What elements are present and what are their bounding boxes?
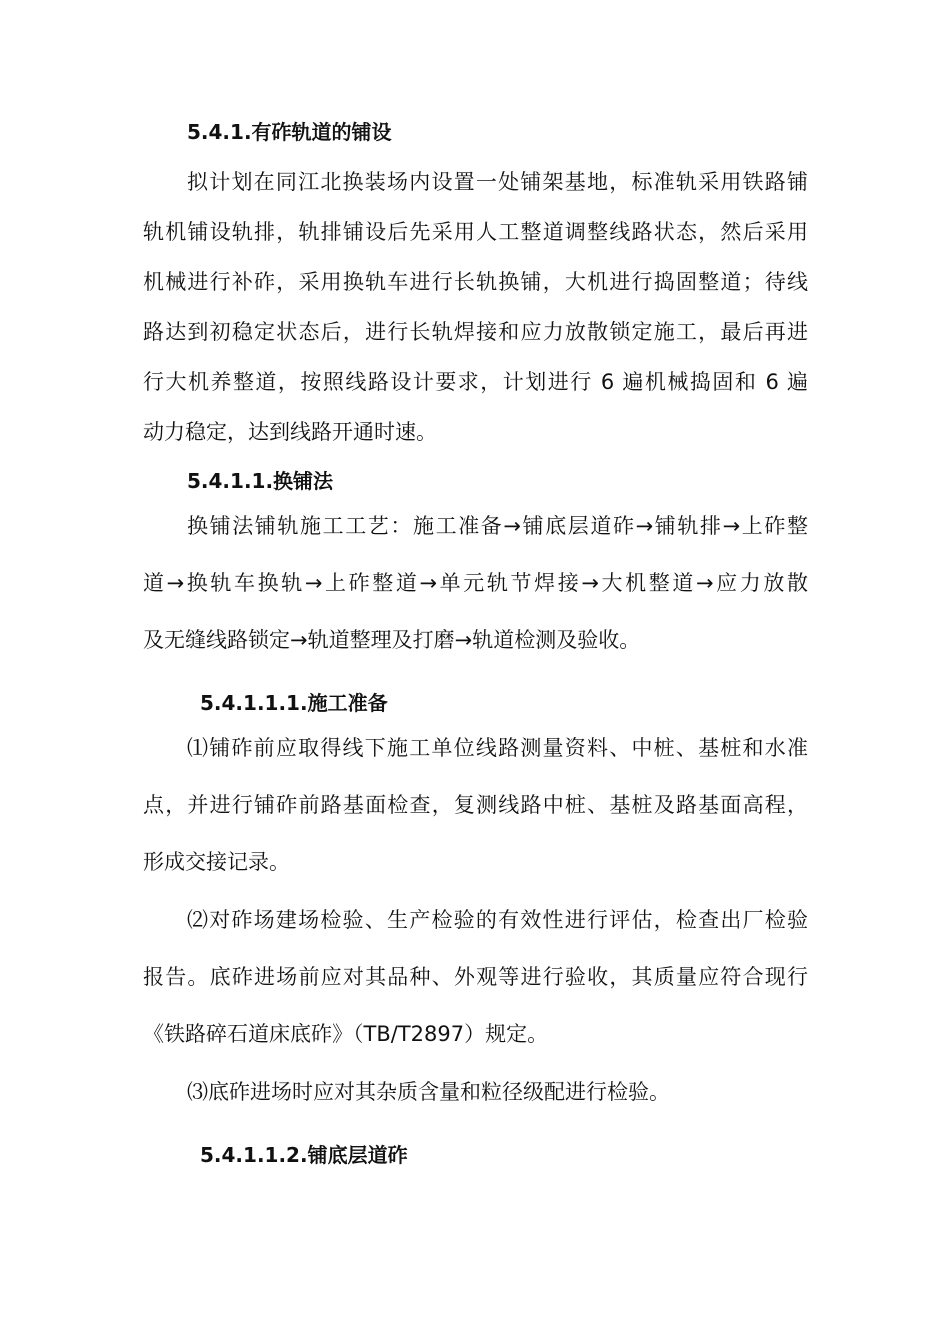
list-item-line: ⑶底砟进场时应对其杂质含量和粒径级配进行检验。 xyxy=(187,1080,670,1104)
paragraph-line: 换铺法铺轨施工工艺：施工准备→铺底层道砟→铺轨排→上砟整 xyxy=(187,514,808,538)
heading-5-4-1: 5.4.1.有砟轨道的铺设 xyxy=(187,120,392,144)
paragraph-line: 拟计划在同江北换装场内设置一处铺架基地，标准轨采用铁路铺 xyxy=(187,170,808,194)
list-item-line: 点，并进行铺砟前路基面检查，复测线路中桩、基桩及路基面高程， xyxy=(143,793,808,817)
list-item-line: 《铁路碎石道床底砟》（TB/T2897）规定。 xyxy=(143,1022,549,1046)
list-item-line: 形成交接记录。 xyxy=(143,850,290,874)
paragraph-line: 路达到初稳定状态后，进行长轨焊接和应力放散锁定施工，最后再进 xyxy=(143,320,808,344)
heading-5-4-1-1-2: 5.4.1.1.2.铺底层道砟 xyxy=(200,1143,408,1167)
paragraph-line: 动力稳定，达到线路开通时速。 xyxy=(143,420,437,444)
heading-5-4-1-1-1: 5.4.1.1.1.施工准备 xyxy=(200,691,388,715)
paragraph-line: 机械进行补砟，采用换轨车进行长轨换铺，大机进行捣固整道；待线 xyxy=(143,270,808,294)
list-item-line: ⑵对砟场建场检验、生产检验的有效性进行评估，检查出厂检验 xyxy=(187,908,808,932)
paragraph-line: 轨机铺设轨排，轨排铺设后先采用人工整道调整线路状态，然后采用 xyxy=(143,220,808,244)
list-item-line: ⑴铺砟前应取得线下施工单位线路测量资料、中桩、基桩和水准 xyxy=(187,736,808,760)
paragraph-line: 道→换轨车换轨→上砟整道→单元轨节焊接→大机整道→应力放散 xyxy=(143,571,808,595)
paragraph-line: 及无缝线路锁定→轨道整理及打磨→轨道检测及验收。 xyxy=(143,628,641,652)
list-item-line: 报告。底砟进场前应对其品种、外观等进行验收，其质量应符合现行 xyxy=(143,965,808,989)
heading-5-4-1-1: 5.4.1.1.换铺法 xyxy=(187,469,334,493)
paragraph-line: 行大机养整道，按照线路设计要求，计划进行 6 遍机械捣固和 6 遍 xyxy=(143,370,808,394)
